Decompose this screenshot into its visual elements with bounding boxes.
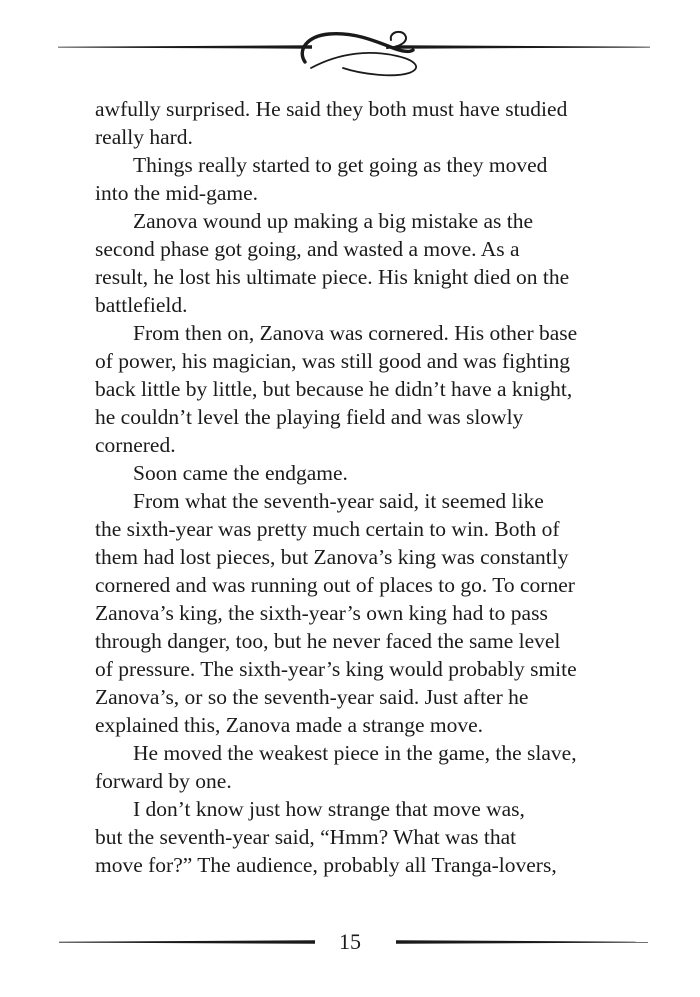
page-number: 15 (339, 929, 361, 954)
text-line: second phase got going, and wasted a move. As a (95, 237, 520, 261)
text-line: awfully surprised. He said they both must have studied (95, 97, 568, 121)
text-line: back little by little, but because he didn’t have a knight, (95, 377, 573, 401)
text-line: of pressure. The sixth-year’s king would probably smite (95, 657, 577, 681)
top-divider-flourish-icon (55, 28, 655, 78)
text-line: From what the seventh-year said, it seemed like (133, 489, 544, 513)
top-rule-right (396, 45, 650, 48)
text-line: forward by one. (95, 769, 232, 793)
text-line: of power, his magician, was still good and was fighting (95, 349, 571, 373)
text-line: through danger, too, but he never faced the same level (95, 629, 561, 653)
text-line: but the seventh-year said, “Hmm? What was that (95, 825, 517, 849)
text-line: result, he lost his ultimate piece. His knight died on the (95, 265, 570, 289)
footer-rule-right (396, 938, 648, 947)
text-line: I don’t know just how strange that move was, (133, 797, 525, 821)
text-line: really hard. (95, 125, 193, 149)
text-line: explained this, Zanova made a strange move. (95, 713, 484, 737)
text-line: battlefield. (95, 293, 188, 317)
text-line: Things really started to get going as they moved (133, 153, 548, 177)
text-line: move for?” The audience, probably all Tranga-lovers, (95, 853, 557, 877)
text-line: cornered and was running out of places to go. To corner (95, 573, 575, 597)
text-line: He moved the weakest piece in the game, the slave, (133, 741, 577, 765)
text-line: From then on, Zanova was cornered. His other base (133, 321, 578, 345)
text-line: Zanova’s, or so the seventh-year said. Just after he (95, 685, 529, 709)
text-line: Soon came the endgame. (133, 461, 348, 485)
text-line: the sixth-year was pretty much certain to win. Both of (95, 517, 560, 541)
page-text (95, 95, 640, 879)
text-line: cornered. (95, 433, 176, 457)
flourish-icon (302, 32, 416, 75)
text-line: Zanova wound up making a big mistake as the (133, 209, 534, 233)
text-line: into the mid-game. (95, 181, 259, 205)
text-line: Zanova’s king, the sixth-year’s own king had to pass (95, 601, 548, 625)
top-rule-left (58, 45, 312, 48)
text-line: he couldn’t level the playing field and was slowly (95, 405, 524, 429)
text-line: them had lost pieces, but Zanova’s king was constantly (95, 545, 569, 569)
